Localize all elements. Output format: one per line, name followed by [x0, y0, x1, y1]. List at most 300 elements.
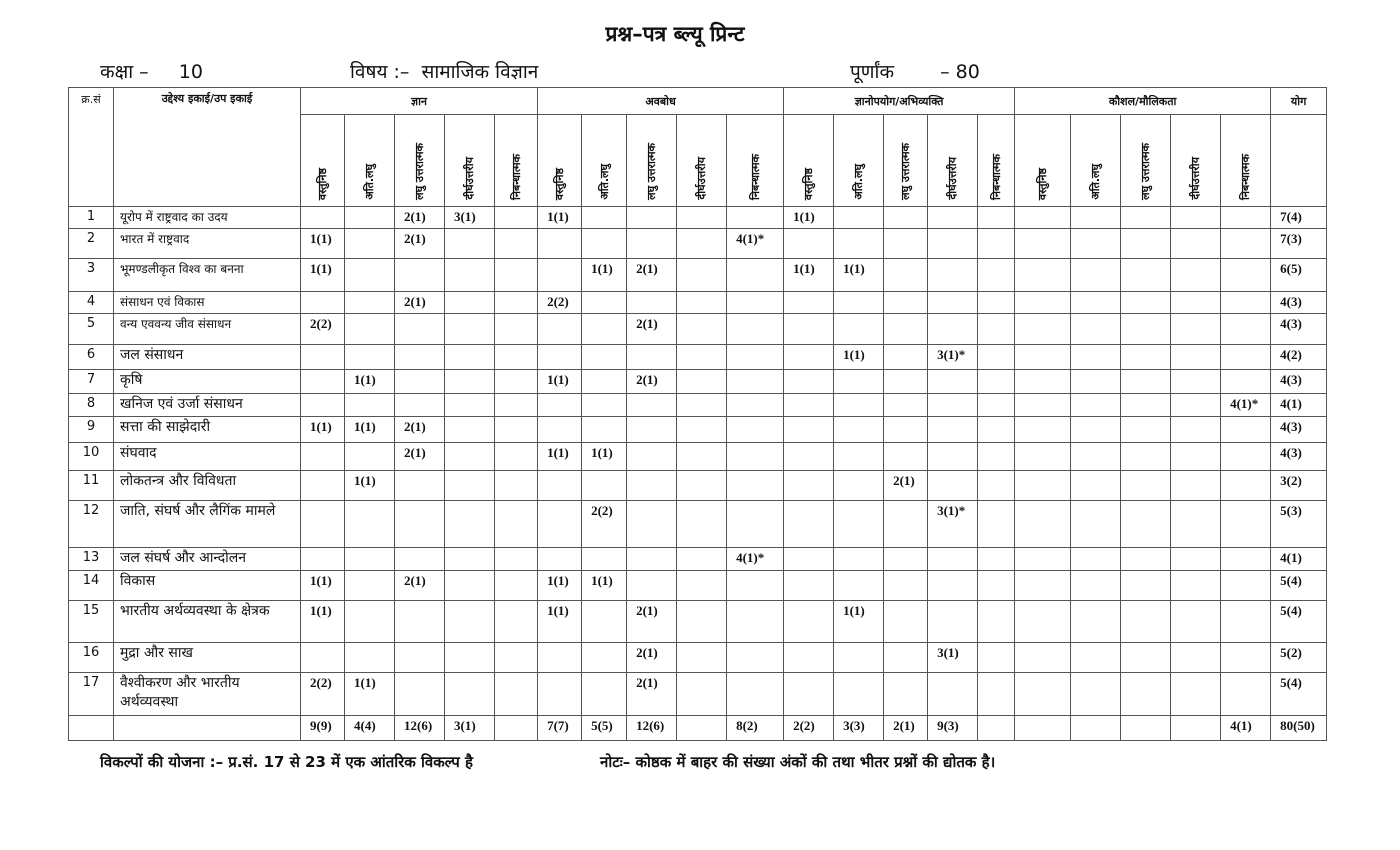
row-topic: विकास — [114, 571, 301, 601]
marks-cell — [928, 314, 978, 345]
marks-cell: 1(1) — [538, 370, 582, 394]
row-total: 5(4) — [1271, 571, 1327, 601]
marks-cell — [928, 292, 978, 314]
marks-cell — [345, 207, 395, 229]
marks-cell — [834, 548, 884, 571]
marks-cell — [677, 229, 727, 259]
marks-cell — [627, 548, 677, 571]
table-row — [69, 229, 1327, 259]
marks-cell — [1015, 394, 1071, 417]
note: नोटः– कोष्ठक में बाहर की संख्या अंकों की तथा भीतर प्रश्नों की द्योतक है। — [600, 753, 996, 771]
marks-value: – 80 — [940, 61, 980, 83]
marks-cell — [1221, 229, 1271, 259]
question-type-header — [1071, 115, 1121, 207]
question-type-header — [445, 115, 495, 207]
marks-cell — [884, 601, 928, 643]
marks-cell — [978, 345, 1015, 370]
table-row — [69, 314, 1327, 345]
marks-cell — [345, 443, 395, 471]
marks-cell — [978, 292, 1015, 314]
marks-cell — [1071, 292, 1121, 314]
marks-cell — [1015, 370, 1071, 394]
marks-cell — [301, 207, 345, 229]
row-total: 5(3) — [1271, 501, 1327, 548]
marks-cell — [1221, 292, 1271, 314]
marks-cell: 1(1) — [582, 571, 627, 601]
marks-cell — [978, 548, 1015, 571]
marks-cell: 2(1) — [395, 417, 445, 443]
marks-cell — [834, 501, 884, 548]
column-total: 2(2) — [784, 716, 834, 741]
marks-cell — [538, 417, 582, 443]
class-value: 10 — [178, 61, 203, 83]
table-row — [69, 292, 1327, 314]
marks-cell — [1221, 501, 1271, 548]
marks-cell — [784, 501, 834, 548]
marks-cell — [784, 417, 834, 443]
marks-cell — [1121, 229, 1171, 259]
question-type-header — [928, 115, 978, 207]
marks-cell — [1121, 417, 1171, 443]
question-type-header — [1121, 115, 1171, 207]
question-type-header — [677, 115, 727, 207]
marks-cell — [395, 394, 445, 417]
marks-cell — [582, 643, 627, 673]
marks-cell — [1171, 394, 1221, 417]
marks-cell — [445, 443, 495, 471]
marks-cell — [1015, 601, 1071, 643]
marks-cell — [345, 292, 395, 314]
marks-cell — [395, 501, 445, 548]
marks-cell — [1221, 417, 1271, 443]
marks-cell: 1(1) — [345, 417, 395, 443]
marks-cell — [1071, 548, 1121, 571]
row-number: 5 — [69, 314, 114, 345]
marks-cell: 3(1)* — [928, 345, 978, 370]
column-total: 7(7) — [538, 716, 582, 741]
marks-cell — [627, 443, 677, 471]
marks-cell — [1171, 548, 1221, 571]
marks-cell — [1121, 601, 1171, 643]
question-type-header — [627, 115, 677, 207]
marks-cell — [345, 394, 395, 417]
question-type-label: दीर्घउत्तरीय — [1189, 157, 1203, 200]
column-total: 5(5) — [582, 716, 627, 741]
marks-cell — [1071, 571, 1121, 601]
marks-cell — [1171, 471, 1221, 501]
marks-cell — [301, 292, 345, 314]
marks-cell — [677, 314, 727, 345]
marks-cell — [301, 548, 345, 571]
marks-cell — [1121, 394, 1171, 417]
class-label: कक्षा – — [100, 61, 149, 83]
row-number: 6 — [69, 345, 114, 370]
column-total: 8(2) — [727, 716, 784, 741]
question-type-label: लघु उत्तरात्मक — [899, 143, 913, 200]
marks-cell — [301, 501, 345, 548]
marks-cell — [445, 548, 495, 571]
row-total: 4(3) — [1271, 292, 1327, 314]
table-row — [69, 259, 1327, 292]
marks-cell — [445, 370, 495, 394]
row-number: 11 — [69, 471, 114, 501]
group-header: कौशल/मौलिकता — [1015, 88, 1271, 115]
marks-cell — [1171, 443, 1221, 471]
marks-cell: 1(1) — [345, 673, 395, 716]
marks-info — [850, 58, 980, 84]
marks-cell — [1171, 601, 1221, 643]
marks-cell — [1071, 345, 1121, 370]
marks-cell — [1121, 314, 1171, 345]
marks-cell — [1071, 443, 1121, 471]
row-number: 4 — [69, 292, 114, 314]
marks-cell — [445, 394, 495, 417]
marks-cell — [834, 314, 884, 345]
marks-cell — [677, 601, 727, 643]
question-type-header — [727, 115, 784, 207]
column-total — [677, 716, 727, 741]
marks-cell — [978, 417, 1015, 443]
objective-header: उद्देश्य इकाई/उप इकाई — [114, 88, 301, 207]
row-number: 7 — [69, 370, 114, 394]
table-row — [69, 501, 1327, 548]
table-row — [69, 443, 1327, 471]
marks-cell — [445, 673, 495, 716]
marks-cell — [1171, 571, 1221, 601]
marks-cell: 1(1) — [301, 417, 345, 443]
marks-cell — [1015, 501, 1071, 548]
table-row — [69, 673, 1327, 716]
marks-cell — [495, 259, 538, 292]
marks-cell — [1171, 673, 1221, 716]
marks-cell — [834, 394, 884, 417]
marks-cell — [784, 673, 834, 716]
row-topic: खनिज एवं उर्जा संसाधन — [114, 394, 301, 417]
row-topic: सत्ता की साझेदारी — [114, 417, 301, 443]
table-row — [69, 417, 1327, 443]
marks-cell — [1015, 314, 1071, 345]
table-row — [69, 207, 1327, 229]
table-row — [69, 601, 1327, 643]
table-row — [69, 548, 1327, 571]
marks-cell: 1(1) — [345, 471, 395, 501]
marks-cell — [582, 417, 627, 443]
marks-cell — [928, 443, 978, 471]
marks-cell — [978, 601, 1015, 643]
marks-cell — [727, 443, 784, 471]
marks-cell — [834, 292, 884, 314]
question-type-header — [834, 115, 884, 207]
marks-cell — [928, 259, 978, 292]
question-type-header — [301, 115, 345, 207]
marks-cell — [884, 292, 928, 314]
marks-cell — [582, 229, 627, 259]
marks-cell — [627, 501, 677, 548]
grand-total: 80(50) — [1271, 716, 1327, 741]
total-header: योग — [1271, 88, 1327, 115]
marks-cell — [495, 292, 538, 314]
row-total: 6(5) — [1271, 259, 1327, 292]
marks-cell — [1071, 643, 1121, 673]
table-row — [69, 471, 1327, 501]
column-total: 2(1) — [884, 716, 928, 741]
marks-cell — [677, 370, 727, 394]
marks-cell — [1121, 207, 1171, 229]
column-total — [978, 716, 1015, 741]
table-row — [69, 643, 1327, 673]
marks-cell — [345, 229, 395, 259]
marks-cell — [345, 314, 395, 345]
marks-cell — [727, 501, 784, 548]
marks-cell — [538, 501, 582, 548]
row-topic: जल संसाधन — [114, 345, 301, 370]
marks-cell: 2(1) — [395, 571, 445, 601]
question-type-label: निबन्धात्मक — [748, 153, 762, 200]
marks-cell — [538, 394, 582, 417]
marks-cell — [495, 229, 538, 259]
marks-cell — [395, 601, 445, 643]
totals-sn — [69, 716, 114, 741]
question-type-header — [495, 115, 538, 207]
question-type-header — [1015, 115, 1071, 207]
marks-cell — [677, 417, 727, 443]
column-total — [1071, 716, 1121, 741]
marks-cell — [727, 314, 784, 345]
row-total: 4(3) — [1271, 314, 1327, 345]
marks-cell — [495, 471, 538, 501]
marks-cell — [1015, 417, 1071, 443]
marks-cell — [978, 571, 1015, 601]
row-total: 4(3) — [1271, 417, 1327, 443]
marks-cell — [301, 345, 345, 370]
marks-cell — [928, 229, 978, 259]
marks-cell: 1(1) — [538, 571, 582, 601]
marks-cell: 2(1) — [627, 370, 677, 394]
question-type-label: निबन्धात्मक — [509, 153, 523, 200]
question-type-header — [345, 115, 395, 207]
marks-cell — [445, 259, 495, 292]
marks-cell — [495, 394, 538, 417]
marks-cell: 2(1) — [627, 673, 677, 716]
marks-cell — [1015, 673, 1071, 716]
marks-cell — [1221, 643, 1271, 673]
marks-cell — [1015, 292, 1071, 314]
marks-cell — [445, 501, 495, 548]
marks-cell — [1071, 601, 1121, 643]
marks-cell — [727, 643, 784, 673]
marks-cell — [395, 548, 445, 571]
marks-cell — [445, 417, 495, 443]
marks-cell — [395, 314, 445, 345]
marks-cell — [1015, 571, 1071, 601]
marks-cell — [301, 394, 345, 417]
marks-cell — [627, 394, 677, 417]
marks-cell — [395, 643, 445, 673]
marks-cell — [582, 292, 627, 314]
question-type-header — [582, 115, 627, 207]
marks-cell — [677, 394, 727, 417]
marks-cell — [1071, 370, 1121, 394]
marks-cell — [1121, 571, 1171, 601]
question-type-label: लघु उत्तरात्मक — [1139, 143, 1153, 200]
marks-cell — [495, 370, 538, 394]
marks-cell — [301, 471, 345, 501]
marks-cell — [834, 207, 884, 229]
marks-cell — [1221, 601, 1271, 643]
marks-cell — [1071, 394, 1121, 417]
marks-cell: 1(1) — [301, 601, 345, 643]
marks-cell — [677, 259, 727, 292]
column-total: 9(3) — [928, 716, 978, 741]
marks-cell — [1171, 229, 1221, 259]
marks-cell — [345, 601, 395, 643]
marks-cell — [677, 673, 727, 716]
marks-cell — [538, 345, 582, 370]
marks-cell — [884, 314, 928, 345]
marks-cell — [627, 471, 677, 501]
marks-cell — [834, 643, 884, 673]
marks-cell — [1121, 471, 1171, 501]
marks-cell — [978, 471, 1015, 501]
marks-cell — [928, 417, 978, 443]
marks-cell — [784, 471, 834, 501]
marks-cell — [677, 345, 727, 370]
row-topic: भारतीय अर्थव्यवस्था के क्षेत्रक — [114, 601, 301, 643]
marks-cell — [538, 229, 582, 259]
marks-cell — [884, 643, 928, 673]
marks-cell — [395, 259, 445, 292]
question-type-label: लघु उत्तरात्मक — [645, 143, 659, 200]
marks-cell — [582, 394, 627, 417]
marks-cell — [495, 571, 538, 601]
marks-cell — [928, 601, 978, 643]
marks-cell — [1171, 292, 1221, 314]
marks-cell — [395, 345, 445, 370]
marks-cell — [1171, 207, 1221, 229]
marks-cell — [727, 259, 784, 292]
question-type-label: वस्तुनिष्ठ — [1036, 167, 1050, 200]
row-number: 16 — [69, 643, 114, 673]
column-total: 4(4) — [345, 716, 395, 741]
marks-cell — [1171, 417, 1221, 443]
marks-cell — [784, 370, 834, 394]
marks-cell — [727, 345, 784, 370]
marks-cell — [627, 417, 677, 443]
marks-cell — [727, 292, 784, 314]
totals-label — [114, 716, 301, 741]
marks-cell — [495, 345, 538, 370]
table-row — [69, 571, 1327, 601]
marks-cell — [395, 370, 445, 394]
marks-cell — [978, 229, 1015, 259]
marks-cell: 2(1) — [395, 443, 445, 471]
marks-cell — [582, 314, 627, 345]
row-number: 2 — [69, 229, 114, 259]
question-type-header — [395, 115, 445, 207]
question-type-label: निबन्धात्मक — [1239, 153, 1253, 200]
marks-cell — [727, 417, 784, 443]
marks-cell — [345, 345, 395, 370]
marks-cell — [1221, 673, 1271, 716]
row-topic: कृषि — [114, 370, 301, 394]
marks-cell — [834, 673, 884, 716]
marks-cell — [727, 207, 784, 229]
marks-cell — [784, 571, 834, 601]
column-total: 4(1) — [1221, 716, 1271, 741]
marks-cell — [834, 471, 884, 501]
marks-cell — [495, 501, 538, 548]
marks-cell: 1(1) — [345, 370, 395, 394]
marks-cell: 1(1) — [301, 229, 345, 259]
marks-cell — [495, 314, 538, 345]
marks-cell: 1(1) — [582, 443, 627, 471]
marks-cell — [1015, 207, 1071, 229]
row-total: 7(3) — [1271, 229, 1327, 259]
marks-cell — [538, 314, 582, 345]
column-total: 9(9) — [301, 716, 345, 741]
row-topic: यूरोप में राष्ट्रवाद का उदय — [114, 207, 301, 229]
marks-cell — [1071, 229, 1121, 259]
marks-cell — [978, 443, 1015, 471]
marks-cell: 1(1) — [834, 601, 884, 643]
marks-cell — [1221, 207, 1271, 229]
marks-cell — [784, 394, 834, 417]
marks-cell — [627, 345, 677, 370]
column-total — [495, 716, 538, 741]
row-total: 4(3) — [1271, 443, 1327, 471]
row-topic: संसाधन एवं विकास — [114, 292, 301, 314]
marks-cell — [445, 292, 495, 314]
total-subheader — [1271, 115, 1327, 207]
marks-cell — [677, 443, 727, 471]
marks-cell — [495, 443, 538, 471]
sn-header: क्र.सं — [69, 88, 114, 207]
row-number: 3 — [69, 259, 114, 292]
marks-cell: 2(1) — [627, 314, 677, 345]
row-number: 12 — [69, 501, 114, 548]
marks-label: पूर्णांक — [850, 61, 895, 83]
marks-cell: 1(1) — [301, 571, 345, 601]
marks-cell — [1015, 229, 1071, 259]
marks-cell — [1221, 571, 1271, 601]
marks-cell — [834, 443, 884, 471]
marks-cell — [1071, 259, 1121, 292]
marks-cell: 4(1)* — [727, 548, 784, 571]
marks-cell — [727, 673, 784, 716]
class-info — [100, 58, 203, 84]
marks-cell — [1121, 501, 1171, 548]
row-topic: भारत में राष्ट्रवाद — [114, 229, 301, 259]
marks-cell — [495, 643, 538, 673]
marks-cell — [495, 207, 538, 229]
marks-cell — [582, 370, 627, 394]
marks-cell — [1171, 314, 1221, 345]
marks-cell — [884, 370, 928, 394]
marks-cell — [582, 673, 627, 716]
totals-row — [69, 716, 1327, 741]
marks-cell: 1(1) — [582, 259, 627, 292]
column-total: 12(6) — [395, 716, 445, 741]
marks-cell — [928, 471, 978, 501]
marks-cell — [784, 314, 834, 345]
marks-cell — [884, 259, 928, 292]
row-total: 5(4) — [1271, 673, 1327, 716]
marks-cell: 1(1) — [538, 443, 582, 471]
marks-cell — [928, 673, 978, 716]
marks-cell: 2(2) — [582, 501, 627, 548]
question-type-label: दीर्घउत्तरीय — [695, 157, 709, 200]
question-type-label: दीर्घउत्तरीय — [463, 157, 476, 200]
